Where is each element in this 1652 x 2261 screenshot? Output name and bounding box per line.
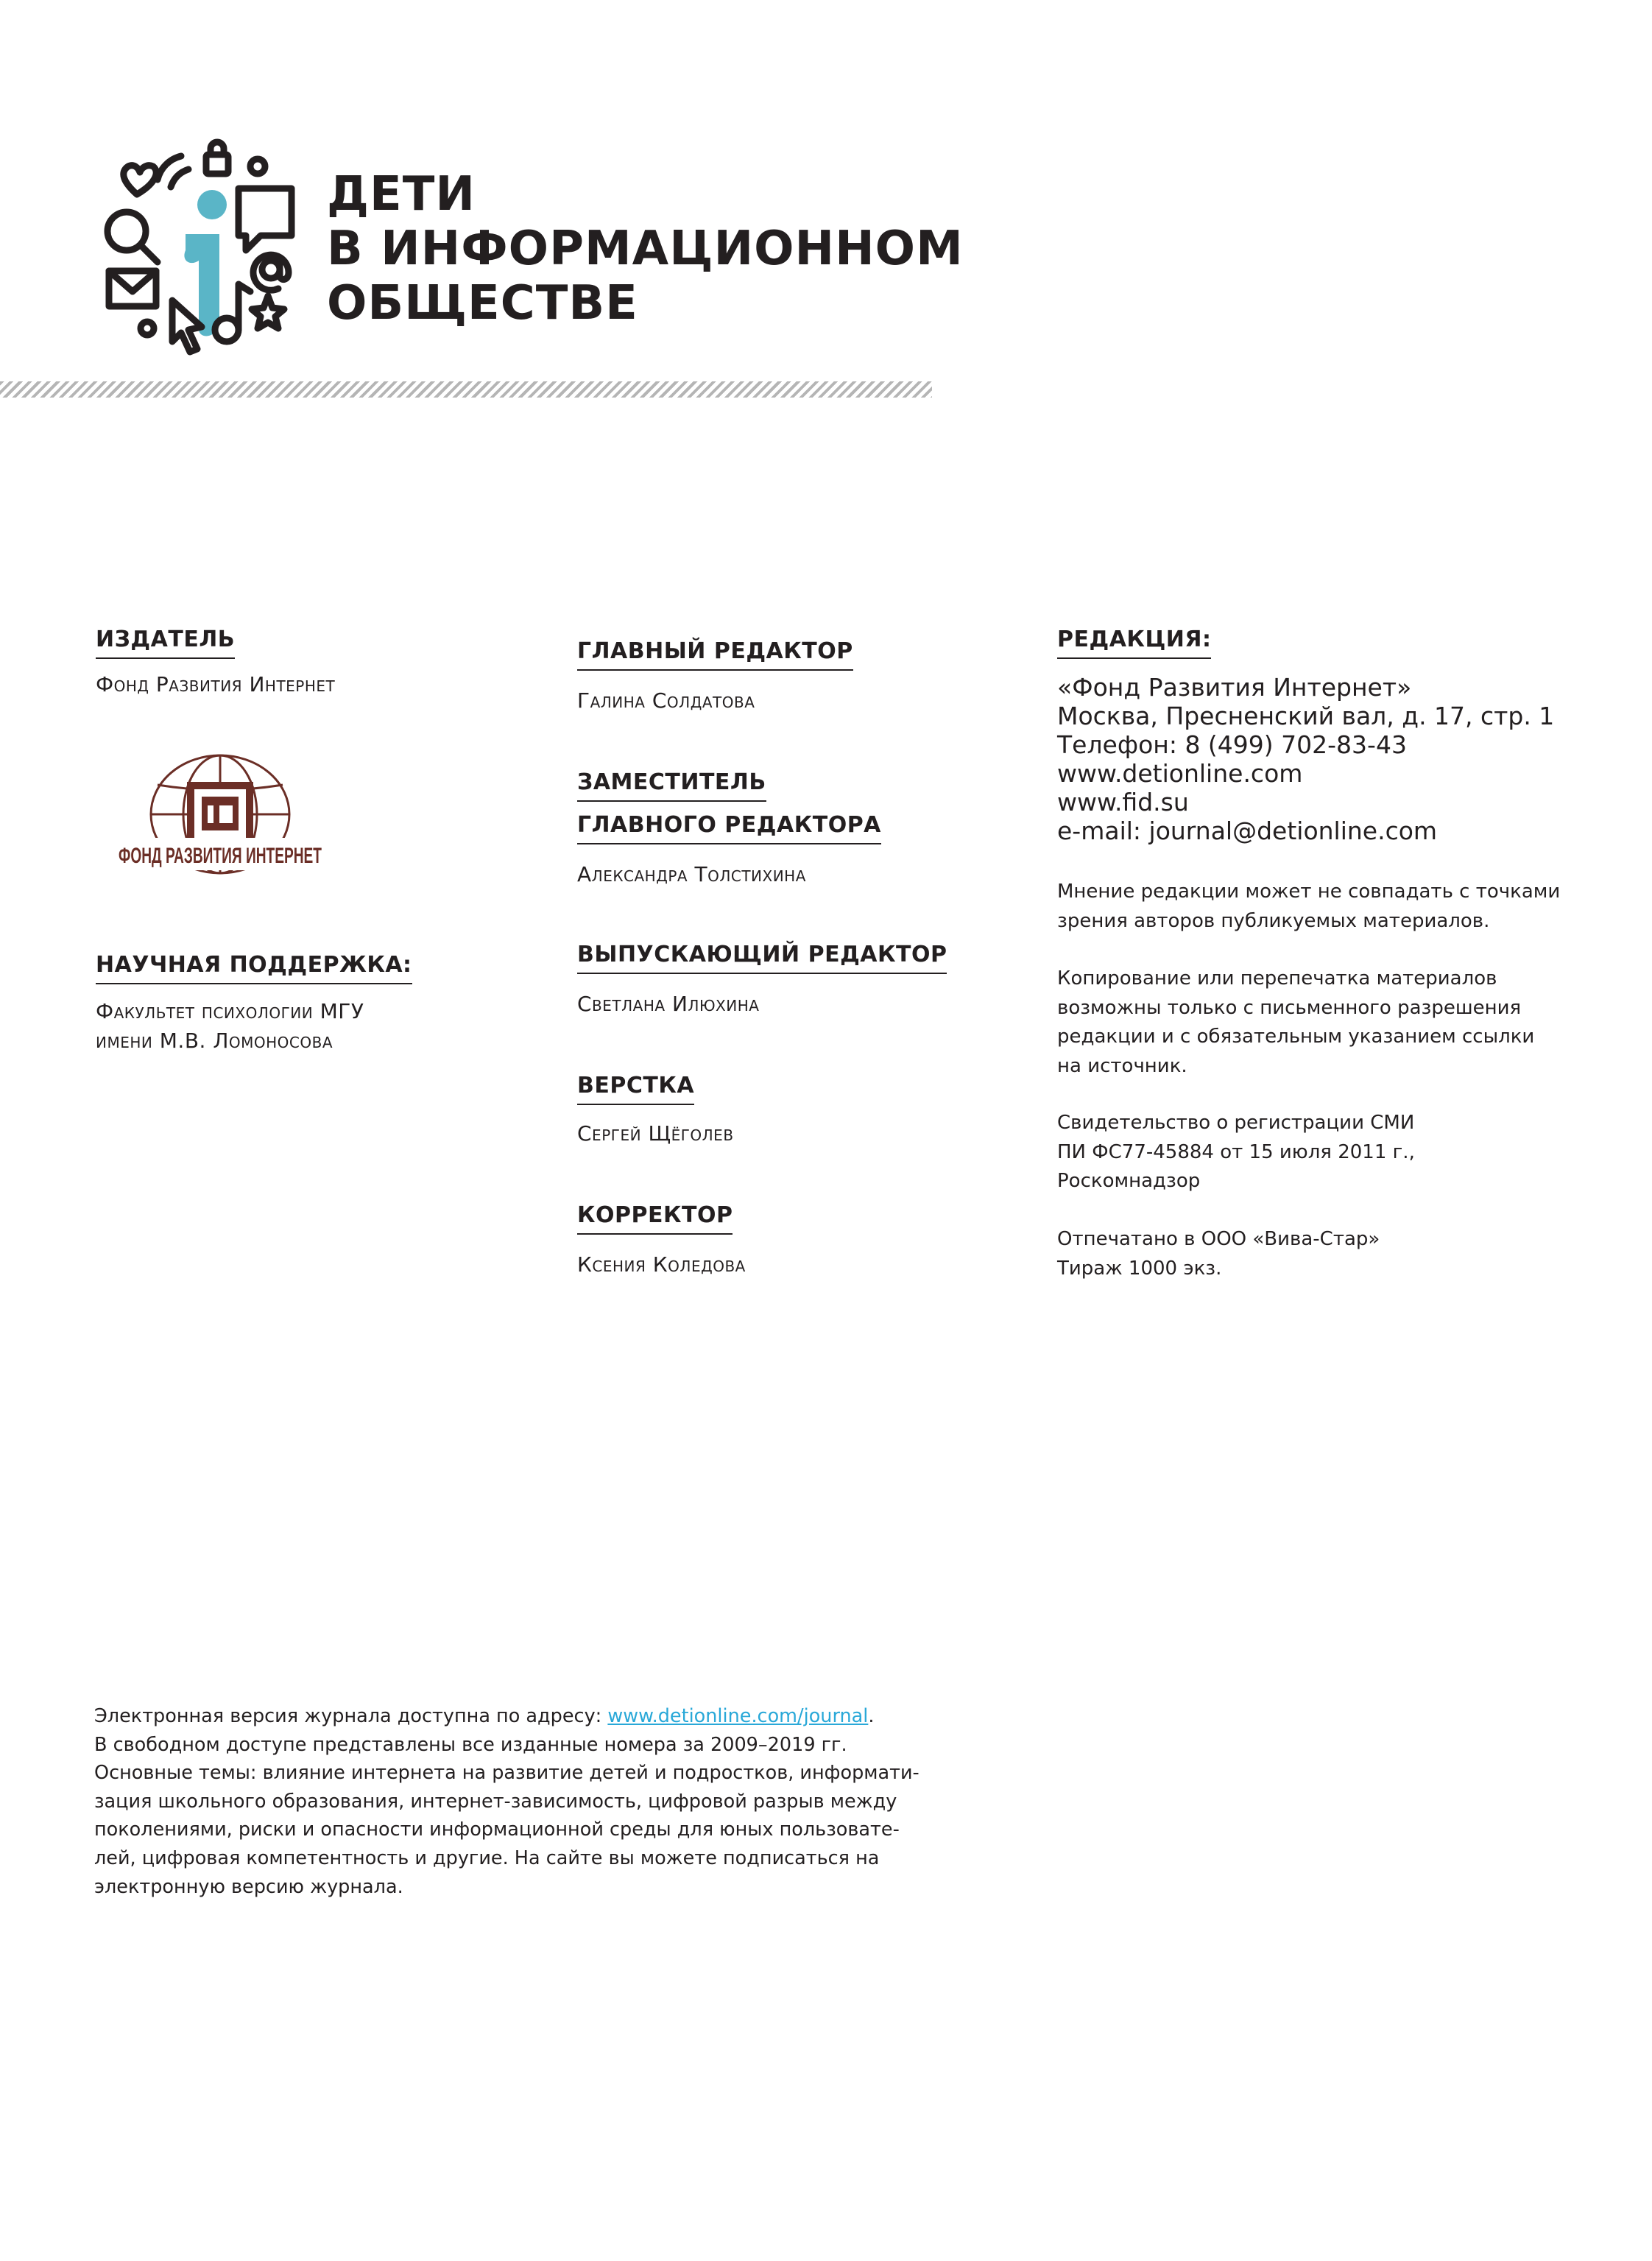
layout-heading: ВЕРСТКА — [577, 1073, 694, 1105]
opinion-line-2: зрения авторов публикуемых материалов. — [1057, 909, 1490, 932]
deputy-heading-line-1: ЗАМЕСТИТЕЛЬ — [577, 770, 766, 802]
publisher-name: Фонд Развития Интернет — [96, 672, 336, 696]
fund-logo — [116, 752, 324, 885]
footer-line-4: зация школьного образования, интернет-зависимость, цифровой разрыв между — [94, 1790, 897, 1813]
footer-suffix: . — [868, 1705, 875, 1727]
copying-line-2: возможны только с письменного разрешения — [1057, 996, 1522, 1019]
footer-line-3: Основные темы: влияние интернета на развитие детей и подростков, информати- — [94, 1762, 919, 1785]
contact-website-1[interactable]: www.detionline.com — [1057, 759, 1303, 788]
proofreader-heading: КОРРЕКТОР — [577, 1203, 733, 1235]
registration-notice — [1057, 1109, 1415, 1196]
footer-line-5: поколениями, риски и опасности информационной среды для юных пользовате- — [94, 1819, 900, 1841]
contact-phone: Телефон: 8 (499) 702-83-43 — [1057, 730, 1407, 759]
footer-line-6: лей, цифровая компетентность и другие. На сайте вы можете подписаться на — [94, 1846, 880, 1869]
contact-email[interactable]: e-mail: journal@detionline.com — [1057, 816, 1438, 845]
hatched-divider — [0, 381, 932, 398]
journal-title-line-3: ОБЩЕСТВЕ — [327, 276, 638, 331]
editorial-heading: РЕДАКЦИЯ: — [1057, 627, 1211, 659]
deputy-name: Александра Толстихина — [577, 862, 806, 886]
contact-website-2[interactable]: www.fid.su — [1057, 788, 1189, 816]
layout-name: Сергей Щёголев — [577, 1121, 734, 1146]
issuing-editor-name: Светлана Илюхина — [577, 992, 760, 1016]
copying-notice — [1057, 964, 1534, 1081]
journal-title-line-2: В ИНФОРМАЦИОННОМ — [327, 222, 964, 276]
opinion-line-1: Мнение редакции может не совпадать с точками — [1057, 881, 1561, 903]
proofreader-name: Ксения Коледова — [577, 1252, 746, 1277]
footer-line-1 — [94, 1702, 919, 1731]
support-line-1: Факультет психологии МГУ — [96, 999, 364, 1023]
opinion-disclaimer — [1057, 878, 1560, 936]
contact-org: «Фонд Развития Интернет» — [1057, 673, 1412, 702]
registration-line-3: Роскомнадзор — [1057, 1170, 1201, 1192]
fund-logo-text: ФОНД РАЗВИТИЯ ИНТЕРНЕТ — [119, 844, 322, 868]
chief-editor-name: Галина Солдатова — [577, 688, 755, 713]
contact-address: Москва, Пресненский вал, д. 17, стр. 1 — [1057, 702, 1555, 730]
printing-line-2: Тираж 1000 экз. — [1057, 1257, 1222, 1280]
publisher-heading: ИЗДАТЕЛЬ — [96, 627, 235, 659]
electronic-version-note — [94, 1702, 919, 1901]
editorial-contacts — [1057, 673, 1554, 845]
printing-notice — [1057, 1225, 1380, 1283]
issuing-editor-heading: ВЫПУСКАЮЩИЙ РЕДАКТОР — [577, 942, 947, 974]
journal-title-line-1: ДЕТИ — [327, 167, 476, 222]
deputy-heading-line-2: ГЛАВНОГО РЕДАКТОРА — [577, 813, 881, 844]
printing-line-1: Отпечатано в ООО «Вива-Стар» — [1057, 1228, 1380, 1250]
footer-line-2: В свободном доступе представлены все изданные номера за 2009–2019 гг. — [94, 1733, 847, 1756]
support-heading: НАУЧНАЯ ПОДДЕРЖКА: — [96, 953, 412, 984]
copying-line-1: Копирование или перепечатка материалов — [1057, 967, 1497, 990]
journal-link[interactable]: www.detionline.com/journal — [607, 1705, 869, 1727]
registration-line-1: Свидетельство о регистрации СМИ — [1057, 1112, 1415, 1134]
chief-editor-heading: ГЛАВНЫЙ РЕДАКТОР — [577, 639, 853, 671]
copying-line-4: на источник. — [1057, 1054, 1187, 1077]
footer-prefix: Электронная версия журнала доступна по адресу: — [94, 1705, 608, 1727]
support-line-2: имени М.В. Ломоносова — [96, 1029, 333, 1053]
footer-line-7: электронную версию журнала. — [94, 1875, 403, 1898]
copying-line-3: редакции и с обязательным указанием ссылки — [1057, 1026, 1535, 1048]
journal-logo-icon — [94, 144, 303, 362]
registration-line-2: ПИ ФС77-45884 от 15 июля 2011 г., — [1057, 1140, 1415, 1163]
